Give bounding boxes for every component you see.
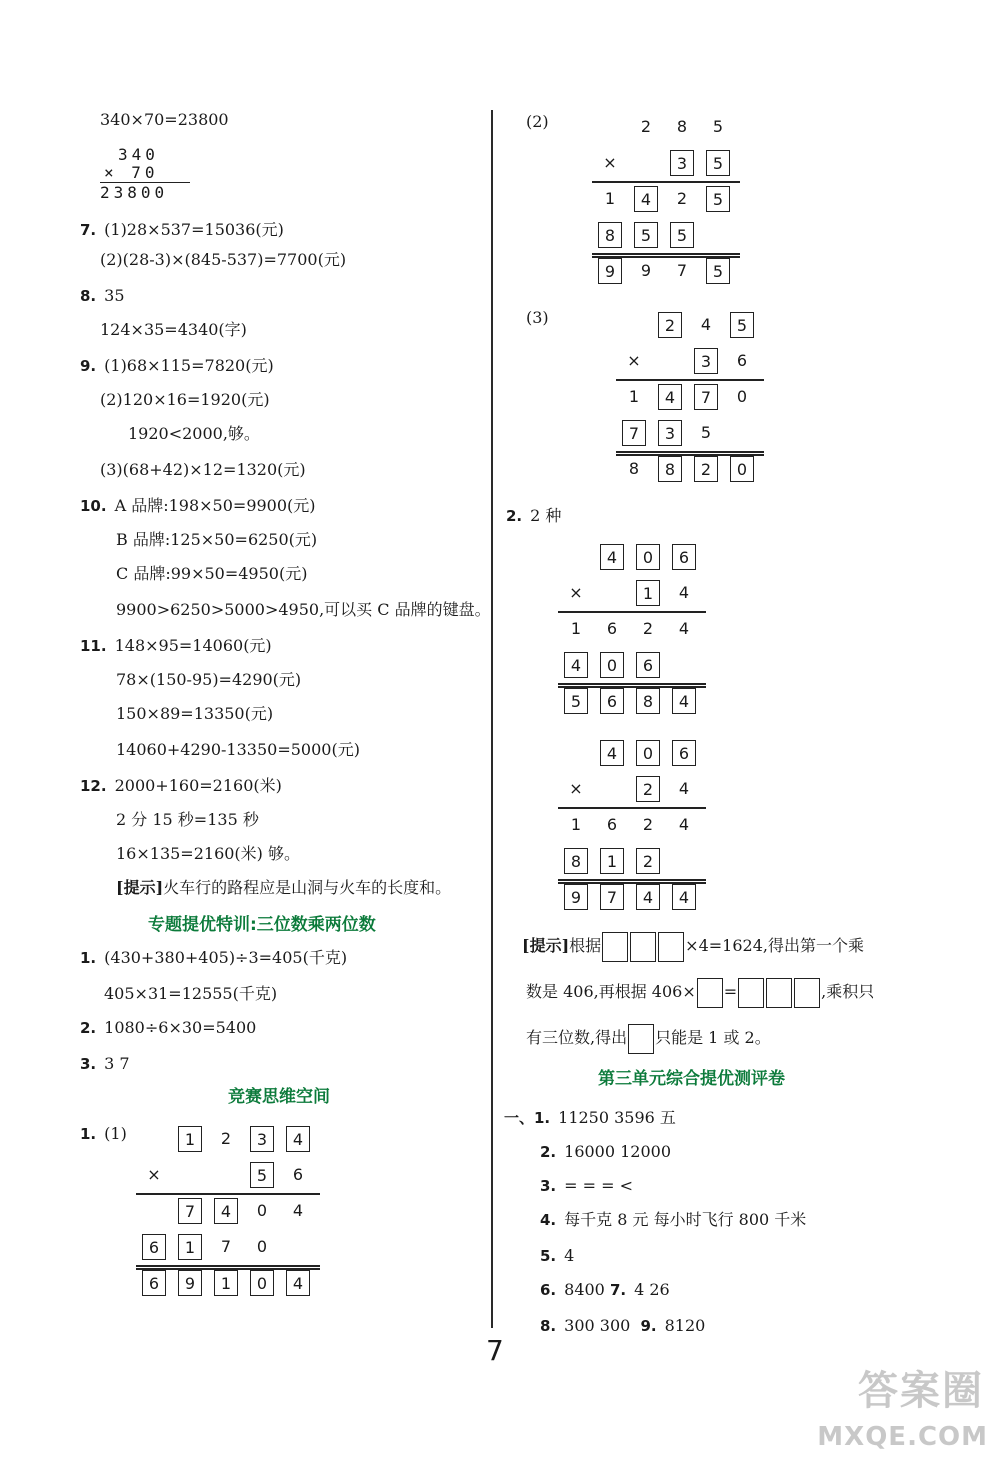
digit-cell: 3 <box>694 348 718 374</box>
r-q2-number: 2. <box>506 507 523 525</box>
digit-cell: 7 <box>600 884 624 910</box>
hint-tag-2: [提示] <box>522 936 570 955</box>
digit-cell: 0 <box>256 1237 268 1256</box>
r-q7-number: 7. <box>609 1281 627 1299</box>
q8-line-b: 124×35=4340(字) <box>100 320 247 339</box>
s2q1-number: 1. <box>80 1125 97 1143</box>
r-q7-a: 4 26 <box>634 1280 670 1299</box>
r-q6-a: 8400 <box>564 1280 605 1299</box>
digit-cell: 4 <box>678 619 690 638</box>
vertical-calc-r1: 340 <box>118 145 159 164</box>
digit-cell: 4 <box>672 884 696 910</box>
digit-cell: 6 <box>636 652 660 678</box>
digit-cell: 4 <box>678 779 690 798</box>
digit-cell: 2 <box>636 776 660 802</box>
digit-cell: 5 <box>700 423 712 442</box>
digit-cell: 5 <box>564 688 588 714</box>
blank-box <box>628 1024 654 1054</box>
digit-cell: 0 <box>736 387 748 406</box>
s2q1-line <box>80 1124 127 1144</box>
s1q1-number: 1. <box>80 949 97 967</box>
r-q2-a: 2 种 <box>530 506 562 525</box>
blank-box <box>602 932 628 962</box>
q12-line-a <box>80 776 282 796</box>
digit-cell: 0 <box>250 1270 274 1296</box>
q12-number: 12. <box>80 777 107 795</box>
hint-line-2 <box>526 976 874 1008</box>
q7-line-b: (2)(28-3)×(845-537)=7700(元) <box>100 250 347 269</box>
section-title-unit-test: 第三单元综合提优测评卷 <box>598 1069 785 1089</box>
blank-box <box>794 978 820 1008</box>
q7-a: (1)28×537=15036(元) <box>104 220 284 239</box>
multiply-sign: × <box>569 779 583 798</box>
blank-box <box>766 978 792 1008</box>
digit-cell: 5 <box>706 186 730 212</box>
q12-line-b: 2 分 15 秒=135 秒 <box>116 810 259 829</box>
s2q1-label: (1) <box>104 1124 127 1143</box>
hint-line-3 <box>526 1022 771 1054</box>
q7-line-a <box>80 220 284 240</box>
r-q3-line <box>540 1176 633 1196</box>
s1q2-line <box>80 1018 256 1038</box>
digit-cell: 5 <box>706 258 730 284</box>
section-title-competition: 竞赛思维空间 <box>228 1087 330 1107</box>
digit-cell: 2 <box>220 1129 232 1148</box>
digit-cell: 0 <box>636 740 660 766</box>
q11-line-a <box>80 636 272 656</box>
r-q5-number: 5. <box>540 1247 557 1265</box>
q10-a: A 品牌:198×50=9900(元) <box>114 496 316 515</box>
r-q4-a: 每千克 8 元 每小时飞行 800 千米 <box>564 1210 807 1229</box>
multiply-sign: × <box>147 1165 161 1184</box>
r-q4-line <box>540 1210 806 1230</box>
digit-cell: 8 <box>628 459 640 478</box>
digit-cell: 2 <box>636 848 660 874</box>
r-q6-number: 6. <box>540 1281 557 1299</box>
multiply-sign: × <box>603 153 617 172</box>
watermark-url: MXQE.COM <box>817 1422 988 1452</box>
digit-cell: 7 <box>220 1237 232 1256</box>
watermark-logo: 答案圈 <box>858 1368 984 1414</box>
q9-number: 9. <box>80 357 97 375</box>
digit-cell: 2 <box>694 456 718 482</box>
hint-t2: ×4=1624,得出第一个乘 <box>685 936 864 955</box>
s1q3-number: 3. <box>80 1055 97 1073</box>
digit-cell: 3 <box>658 420 682 446</box>
blank-box <box>658 932 684 962</box>
r-q3-number: 3. <box>540 1177 557 1195</box>
sum-rule-line <box>558 686 706 688</box>
q8-number: 8. <box>80 287 97 305</box>
multiply-sign: × <box>627 351 641 370</box>
digit-cell: 1 <box>628 387 640 406</box>
digit-cell: 6 <box>292 1165 304 1184</box>
digit-cell: 5 <box>670 222 694 248</box>
digit-cell: 4 <box>678 583 690 602</box>
q11-number: 11. <box>80 637 107 655</box>
sum-rule-line <box>136 1193 320 1195</box>
digit-cell: 1 <box>600 848 624 874</box>
digit-cell: 4 <box>634 186 658 212</box>
digit-cell: 8 <box>658 456 682 482</box>
digit-cell: 1 <box>604 189 616 208</box>
digit-cell: 9 <box>564 884 588 910</box>
digit-cell: 8 <box>676 117 688 136</box>
r-q2-line <box>506 506 561 526</box>
r-q1-line <box>504 1108 676 1128</box>
s1q3-a: 3 7 <box>104 1054 130 1073</box>
digit-cell: 6 <box>600 688 624 714</box>
r-q1-number: 一、1. <box>504 1109 551 1127</box>
digit-cell: 2 <box>658 312 682 338</box>
digit-cell: 3 <box>250 1126 274 1152</box>
q10-line-b: B 品牌:125×50=6250(元) <box>116 530 318 549</box>
r-q6-line <box>540 1280 670 1300</box>
digit-cell: 8 <box>636 688 660 714</box>
digit-cell: 2 <box>640 117 652 136</box>
digit-cell: 7 <box>676 261 688 280</box>
r-q9-a: 8120 <box>664 1316 706 1335</box>
digit-cell: 0 <box>730 456 754 482</box>
q8-line-a <box>80 286 125 306</box>
sum-rule-line <box>616 379 764 381</box>
r-q4-number: 4. <box>540 1211 557 1229</box>
sum-rule-line <box>558 611 706 613</box>
digit-cell: 7 <box>178 1198 202 1224</box>
digit-cell: 6 <box>142 1270 166 1296</box>
sum-rule-line <box>616 454 764 456</box>
sum-rule-line <box>558 807 706 809</box>
digit-cell: 5 <box>634 222 658 248</box>
digit-cell: 4 <box>214 1198 238 1224</box>
s1q2-number: 2. <box>80 1019 97 1037</box>
q9-line-d: (3)(68+42)×12=1320(元) <box>100 460 306 479</box>
digit-cell: 5 <box>250 1162 274 1188</box>
sum-rule-line <box>558 683 706 685</box>
digit-cell: 6 <box>672 544 696 570</box>
q7-number: 7. <box>80 221 97 239</box>
sum-rule-line <box>136 1265 320 1267</box>
part-2-label: (2) <box>526 112 549 131</box>
blank-box <box>630 932 656 962</box>
r-q8-a: 300 300 <box>564 1316 631 1335</box>
s1q1-line-a <box>80 948 347 968</box>
q11-line-c: 150×89=13350(元) <box>116 704 274 723</box>
hint-t3: 数是 406,再根据 406× <box>526 982 696 1001</box>
r-q8-line <box>540 1316 705 1336</box>
q10-number: 10. <box>80 497 107 515</box>
digit-cell: 0 <box>636 544 660 570</box>
sum-rule-line <box>558 882 706 884</box>
sum-rule-line <box>592 181 740 183</box>
digit-cell: 4 <box>292 1201 304 1220</box>
blank-box <box>697 978 723 1008</box>
digit-cell: 0 <box>256 1201 268 1220</box>
q8-a: 35 <box>104 286 125 305</box>
digit-cell: 7 <box>694 384 718 410</box>
digit-cell: 6 <box>606 619 618 638</box>
r-q2b-a: 16000 12000 <box>564 1142 672 1161</box>
q12-hint <box>116 878 451 898</box>
digit-cell: 1 <box>178 1126 202 1152</box>
digit-cell: 1 <box>570 815 582 834</box>
digit-cell: 8 <box>598 222 622 248</box>
digit-cell: 4 <box>564 652 588 678</box>
s1q1-a: (430+380+405)÷3=405(千克) <box>104 948 348 967</box>
digit-cell: 6 <box>736 351 748 370</box>
q9-a: (1)68×115=7820(元) <box>104 356 274 375</box>
digit-cell: 2 <box>676 189 688 208</box>
digit-cell: 0 <box>600 652 624 678</box>
s1q1-line-b: 405×31=12555(千克) <box>104 984 278 1003</box>
digit-cell: 7 <box>622 420 646 446</box>
digit-cell: 4 <box>286 1126 310 1152</box>
digit-cell: 4 <box>678 815 690 834</box>
q9-line-b: (2)120×16=1920(元) <box>100 390 270 409</box>
digit-cell: 4 <box>600 740 624 766</box>
q11-a: 148×95=14060(元) <box>114 636 272 655</box>
digit-cell: 9 <box>598 258 622 284</box>
hint-t6: 有三位数,得出 <box>526 1028 628 1047</box>
q12-a: 2000+160=2160(米) <box>114 776 282 795</box>
blank-box <box>738 978 764 1008</box>
digit-cell: 4 <box>672 688 696 714</box>
q12-line-c: 16×135=2160(米) 够。 <box>116 844 301 863</box>
q9-line-a <box>80 356 274 376</box>
digit-cell: 1 <box>214 1270 238 1296</box>
r-q2b-number: 2. <box>540 1143 557 1161</box>
part-3-label: (3) <box>526 308 549 327</box>
r-q5-line <box>540 1246 574 1266</box>
digit-cell: 5 <box>712 117 724 136</box>
sum-rule-line <box>558 879 706 881</box>
digit-cell: 1 <box>636 580 660 606</box>
q9-line-c: 1920<2000,够。 <box>128 424 260 443</box>
digit-cell: 1 <box>178 1234 202 1260</box>
digit-cell: 6 <box>142 1234 166 1260</box>
digit-cell: 4 <box>600 544 624 570</box>
digit-cell: 6 <box>672 740 696 766</box>
digit-cell: 5 <box>706 150 730 176</box>
digit-cell: 2 <box>642 619 654 638</box>
r-q3-a: = = = < <box>564 1176 634 1195</box>
digit-cell: 4 <box>636 884 660 910</box>
sum-rule-line <box>616 451 764 453</box>
r-q5-a: 4 <box>564 1246 575 1265</box>
q11-line-b: 78×(150-95)=4290(元) <box>116 670 302 689</box>
digit-cell: 5 <box>730 312 754 338</box>
q11-line-d: 14060+4290-13350=5000(元) <box>116 740 360 759</box>
calc-line: 340×70=23800 <box>100 110 229 129</box>
digit-cell: 4 <box>286 1270 310 1296</box>
page-number: 7 <box>486 1334 504 1367</box>
digit-cell: 2 <box>642 815 654 834</box>
sum-rule-line <box>136 1268 320 1270</box>
sum-rule-line <box>592 253 740 255</box>
multiply-sign: × <box>569 583 583 602</box>
hint-t7: 只能是 1 或 2。 <box>655 1028 771 1047</box>
column-divider <box>491 110 493 1328</box>
r-q8-number: 8. <box>540 1317 557 1335</box>
digit-cell: 4 <box>700 315 712 334</box>
hint-tag: [提示] <box>116 878 164 897</box>
digit-cell: 1 <box>570 619 582 638</box>
r-q2b-line <box>540 1142 671 1162</box>
r-q9-number: 9. <box>640 1317 657 1335</box>
digit-cell: 3 <box>670 150 694 176</box>
r-q1-a: 11250 3596 五 <box>558 1108 676 1127</box>
hint-t5: ,乘积只 <box>821 982 875 1001</box>
digit-cell: 8 <box>564 848 588 874</box>
section-title-special-training: 专题提优特训:三位数乘两位数 <box>148 915 376 935</box>
hint-t4: = <box>723 982 738 1001</box>
hint-t1: 根据 <box>569 936 602 955</box>
hint-line-1 <box>522 930 864 962</box>
s1q2-a: 1080÷6×30=5400 <box>104 1018 257 1037</box>
vertical-calc-r2: × 70 <box>104 163 159 182</box>
hint-text: 火车行的路程应是山洞与火车的长度和。 <box>163 878 452 897</box>
q10-line-a <box>80 496 316 516</box>
digit-cell: 9 <box>640 261 652 280</box>
q10-line-d: 9900>6250>5000>4950,可以买 C 品牌的键盘。 <box>116 600 491 619</box>
vertical-calc-r3: 23800 <box>100 183 169 202</box>
digit-cell: 4 <box>658 384 682 410</box>
q10-line-c: C 品牌:99×50=4950(元) <box>116 564 308 583</box>
sum-rule-line <box>592 256 740 258</box>
digit-cell: 6 <box>606 815 618 834</box>
s1q3-line <box>80 1054 130 1074</box>
digit-cell: 9 <box>178 1270 202 1296</box>
